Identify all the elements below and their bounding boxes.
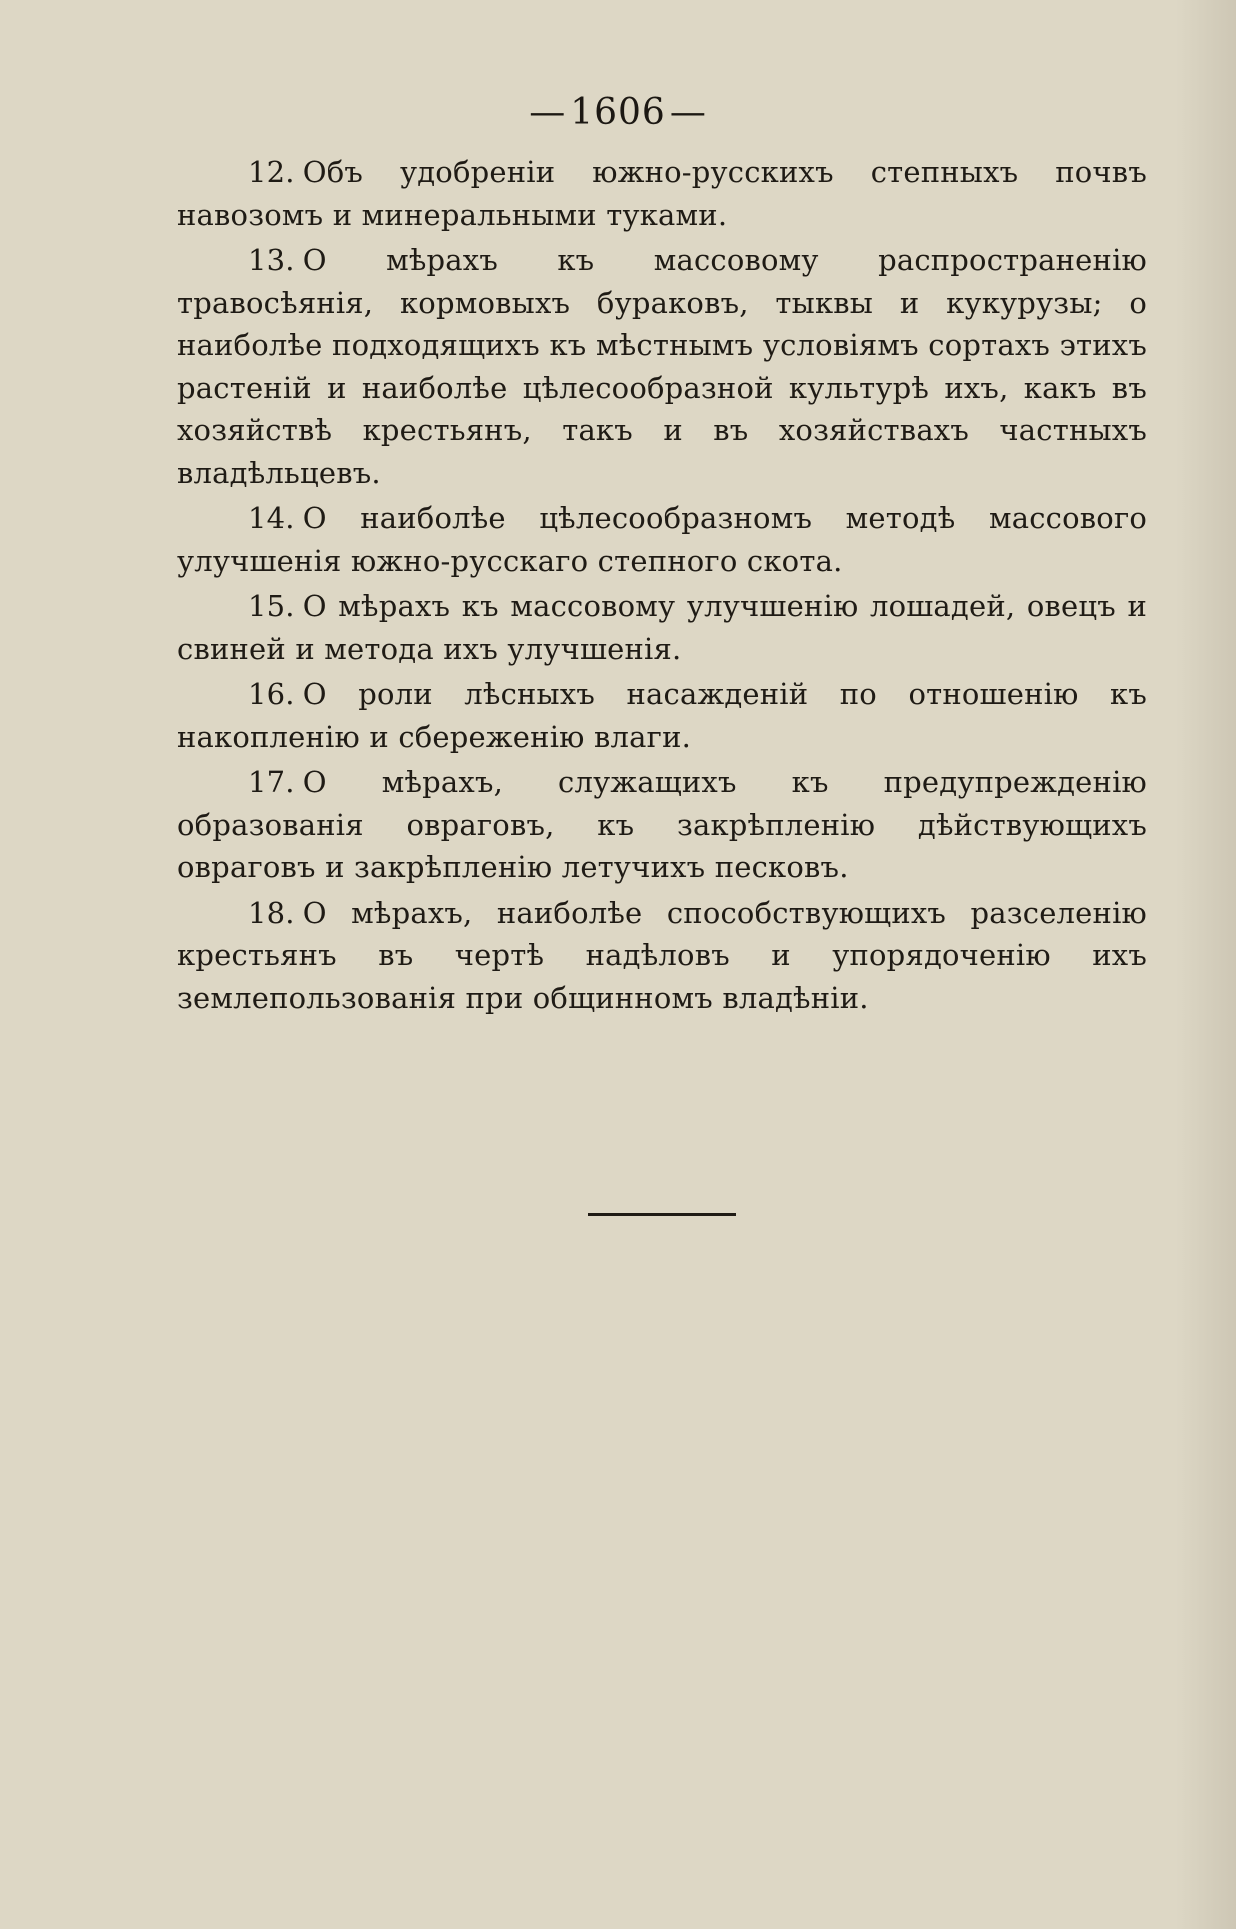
list-item-14 [177, 497, 1147, 582]
list-item-number: 13. [248, 243, 295, 277]
list-item-text: О мѣрахъ, служащихъ къ предупрежденію образованія овраговъ, къ закрѣпленію дѣйствующихъ овраговъ и закрѣпленію летучихъ песковъ. [177, 765, 1147, 884]
list-item-text: О мѣрахъ къ массовому улучшенію лошадей, овецъ и свиней и метода ихъ улучшенія. [177, 589, 1147, 666]
list-item-number: 12. [248, 155, 295, 189]
list-item-number: 15. [248, 589, 295, 623]
list-item-15 [177, 585, 1147, 670]
list-item-number: 17. [248, 765, 295, 799]
list-item-16 [177, 673, 1147, 758]
list-item-17 [177, 761, 1147, 889]
list-item-12 [177, 151, 1147, 236]
list-item-18 [177, 892, 1147, 1020]
list-item-text: О наиболѣе цѣлесообразномъ методѣ массового улучшенія южно-русскаго степного скота. [177, 501, 1147, 578]
list-item-text: О мѣрахъ, наиболѣе способствующихъ разселенію крестьянъ въ чертѣ надѣловъ и упорядоченію ихъ землепользованія при общинномъ владѣніи. [177, 895, 1147, 1015]
list-item-text: О мѣрахъ къ массовому распространенію травосѣянія, кормовыхъ бураковъ, тыквы и кукурузы; о наиболѣе подходящихъ къ мѣстнымъ условіямъ сортахъ этихъ растеній и наиболѣе цѣлесообразной культурѣ ихъ, какъ въ хозяйствѣ крестьянъ, такъ и въ хозяйствахъ частныхъ владѣльцевъ. [177, 243, 1147, 490]
list-item-number: 16. [248, 677, 295, 711]
numbered-list [177, 151, 1147, 1022]
list-item-number: 14. [248, 501, 295, 535]
page-edge-shading [1176, 0, 1236, 1929]
list-item-number: 18. [248, 895, 295, 930]
page-number-value: 1606 [570, 92, 666, 133]
list-item-text: Объ удобреніи южно-русскихъ степныхъ почвъ навозомъ и минеральными туками. [177, 155, 1147, 232]
list-item-13 [177, 239, 1147, 494]
list-item-text: О роли лѣсныхъ насажденій по отношенію къ накопленію и сбереженію влаги. [177, 677, 1147, 754]
page-number: — 1606 — [529, 92, 707, 133]
end-rule [588, 1213, 736, 1216]
